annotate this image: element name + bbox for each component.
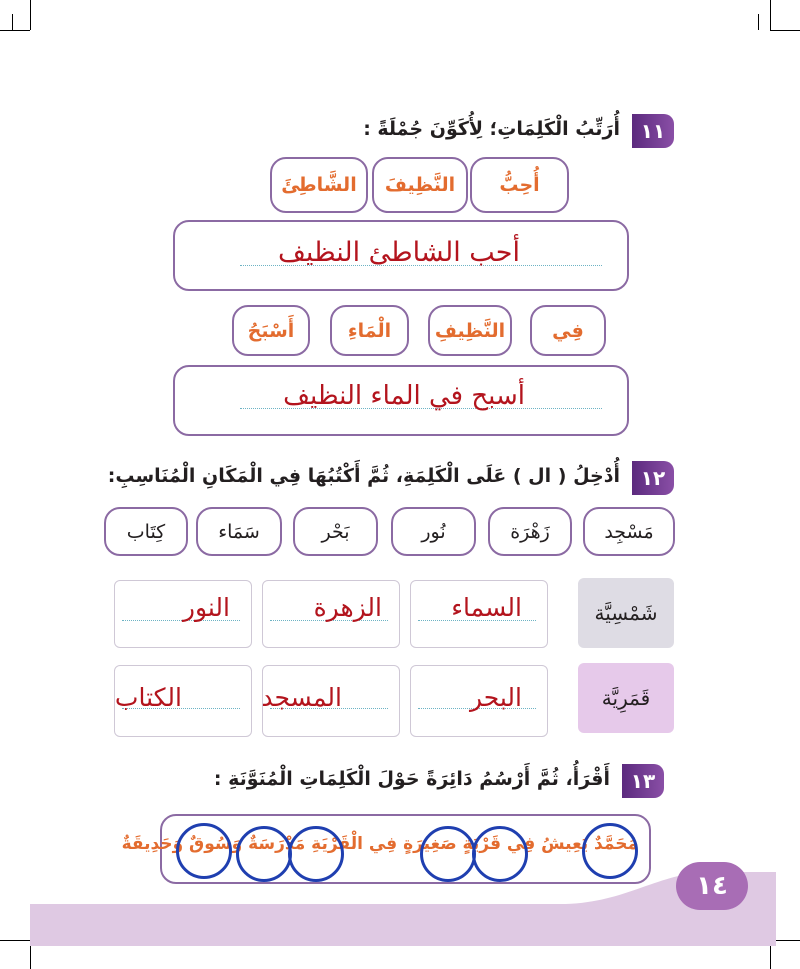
question-12-title: أُدْخِلُ ( ال ) عَلَى الْكَلِمَةِ، ثُمَّ أَكْتُبُهَا فِي الْمَكَانِ الْمُنَاسِبِ: — [107, 465, 620, 487]
page-number: ١٤ — [676, 862, 748, 910]
word-chip: نُور — [391, 507, 476, 556]
question-11-title: أُرَتِّبُ الْكَلِمَاتِ؛ لِأُكَوِّنَ جُمْلَةً : — [363, 118, 620, 140]
question-12-number: ١٢ — [632, 461, 674, 495]
handwritten-answer: أحب الشاطئ النظيف — [277, 237, 520, 268]
reading-sentence: مُحَمَّدٌ يَعِيشُ فِي قَرْيَةٍ صَغِيرَةٍ فِي الْقَرْيَةِ مَدْرَسَةٌ وَسُوقٌ وَحَدِيقَةٌ — [121, 834, 638, 854]
handwritten-answer: النور — [182, 593, 230, 622]
word-chip: بَحْر — [293, 507, 378, 556]
category-shamsi: شَمْسِيَّة — [578, 578, 674, 648]
question-13-title: أَقْرَأُ، ثُمَّ أَرْسُمُ دَائِرَةً حَوْلَ الْكَلِمَاتِ الْمُنَوَّنَةِ : — [213, 768, 610, 790]
handwritten-answer: الكتاب — [114, 683, 182, 712]
question-11-number: ١١ — [632, 114, 674, 148]
handwritten-answer: البحر — [469, 683, 522, 712]
word-chip: كِتَاب — [104, 507, 188, 556]
handwritten-answer: السماء — [451, 593, 522, 622]
category-qamari: قَمَرِيَّة — [578, 663, 674, 733]
word-chip: مَسْجِد — [583, 507, 675, 556]
word-chip: سَمَاء — [196, 507, 282, 556]
word-chip: فِي — [530, 305, 606, 356]
word-chip: زَهْرَة — [488, 507, 572, 556]
word-chip: النَّظِيفِ — [428, 305, 512, 356]
question-13-number: ١٣ — [622, 764, 664, 798]
handwritten-answer: أسبح في الماء النظيف — [283, 381, 525, 411]
word-chip: أَسْبَحُ — [232, 305, 310, 356]
word-chip: أُحِبُّ — [470, 157, 569, 213]
word-chip: النَّظِيفَ — [372, 157, 468, 213]
word-chip: الشَّاطِئَ — [270, 157, 368, 213]
handwritten-answer: المسجد — [261, 683, 342, 712]
handwritten-answer: الزهرة — [313, 593, 382, 622]
word-chip: الْمَاءِ — [330, 305, 409, 356]
